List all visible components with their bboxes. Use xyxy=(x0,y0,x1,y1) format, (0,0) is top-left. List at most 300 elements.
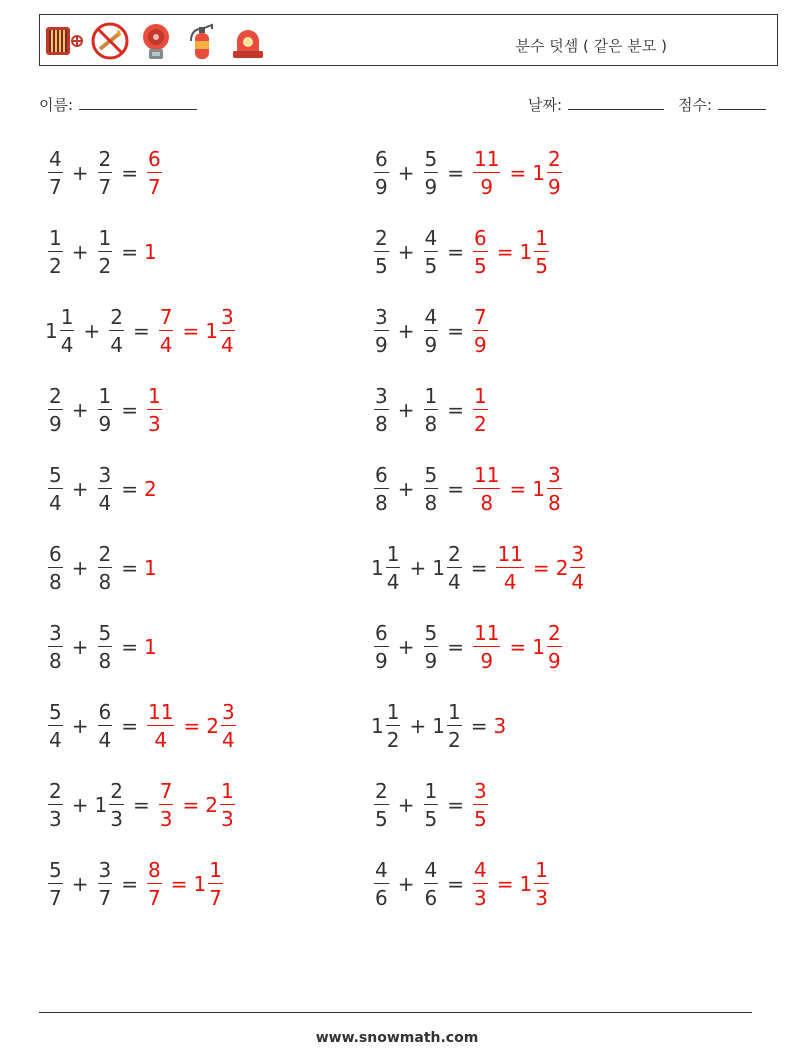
mixed-number xyxy=(205,307,237,355)
denominator: 5 xyxy=(424,254,438,278)
equals-sign: = xyxy=(121,240,138,264)
denominator: 9 xyxy=(480,175,494,199)
denominator: 5 xyxy=(474,807,487,831)
mixed-number xyxy=(520,228,552,276)
mixed-number xyxy=(421,781,442,829)
answer xyxy=(144,635,156,659)
answer xyxy=(470,623,565,671)
denominator: 2 xyxy=(98,254,112,278)
denominator: 4 xyxy=(447,570,461,594)
mixed-number xyxy=(371,781,392,829)
problem-row xyxy=(45,142,165,204)
problem-row xyxy=(45,774,238,836)
plus-sign: + xyxy=(397,398,415,422)
mixed-number xyxy=(470,465,503,513)
numerator: 3 xyxy=(98,858,112,882)
mixed-number xyxy=(421,228,442,276)
fraction xyxy=(473,623,500,671)
numerator: 6 xyxy=(375,621,388,645)
problem-row xyxy=(371,458,565,520)
denominator: 9 xyxy=(49,412,62,436)
mixed-number xyxy=(470,623,503,671)
denominator: 7 xyxy=(49,175,62,199)
denominator: 4 xyxy=(110,333,123,357)
fraction xyxy=(109,781,124,829)
equals-sign: = xyxy=(121,556,138,580)
fraction xyxy=(534,860,549,908)
numerator: 7 xyxy=(159,305,173,329)
answer xyxy=(144,477,156,501)
denominator: 9 xyxy=(547,175,561,199)
mixed-number xyxy=(95,386,116,434)
mixed-number xyxy=(206,702,238,750)
denominator: 4 xyxy=(220,333,234,357)
numerator: 3 xyxy=(375,384,388,408)
numerator: 5 xyxy=(424,147,438,171)
fraction xyxy=(98,860,113,908)
whole-number: 1 xyxy=(94,793,108,817)
fraction xyxy=(473,307,488,355)
equals-sign: = xyxy=(121,398,138,422)
mixed-number xyxy=(144,635,156,659)
fraction xyxy=(386,702,401,750)
whole-number: 1 xyxy=(144,635,157,659)
numerator: 3 xyxy=(98,463,112,487)
numerator: 2 xyxy=(110,779,123,803)
equals-sign: = xyxy=(509,635,527,659)
numerator: 11 xyxy=(148,700,174,724)
denominator: 4 xyxy=(60,333,74,357)
equals-sign: = xyxy=(121,161,138,185)
mixed-number xyxy=(493,544,526,592)
whole-number: 1 xyxy=(519,240,533,264)
name-blank xyxy=(79,95,197,110)
mixed-number xyxy=(45,544,66,592)
fraction xyxy=(374,149,389,197)
fraction xyxy=(424,386,439,434)
mixed-number xyxy=(95,149,116,197)
denominator: 8 xyxy=(98,570,112,594)
denominator: 3 xyxy=(110,807,123,831)
whole-number: 1 xyxy=(371,556,384,580)
fraction xyxy=(374,307,389,355)
fraction xyxy=(374,228,389,276)
plus-sign: + xyxy=(71,556,89,580)
mixed-number xyxy=(432,544,464,592)
fraction xyxy=(98,544,113,592)
fraction xyxy=(424,465,439,513)
numerator: 2 xyxy=(98,542,112,566)
fraction xyxy=(473,386,488,434)
numerator: 1 xyxy=(447,700,461,724)
score-blank xyxy=(718,95,766,110)
numerator: 1 xyxy=(386,700,400,724)
plus-sign: + xyxy=(83,319,101,343)
numerator: 2 xyxy=(110,305,123,329)
fraction xyxy=(447,544,462,592)
fraction xyxy=(147,386,162,434)
mixed-number xyxy=(421,386,442,434)
numerator: 11 xyxy=(474,621,500,645)
denominator: 8 xyxy=(424,412,438,436)
denominator: 2 xyxy=(474,412,487,436)
mixed-number xyxy=(144,702,177,750)
denominator: 8 xyxy=(375,412,388,436)
equals-sign: = xyxy=(447,793,464,817)
denominator: 9 xyxy=(98,412,112,436)
numerator: 3 xyxy=(571,542,585,566)
numerator: 5 xyxy=(49,858,62,882)
fraction xyxy=(386,544,401,592)
denominator: 3 xyxy=(220,807,234,831)
denominator: 3 xyxy=(474,886,487,910)
fraction xyxy=(48,544,63,592)
fraction xyxy=(424,623,439,671)
numerator: 1 xyxy=(98,384,112,408)
numerator: 6 xyxy=(98,700,112,724)
mixed-number xyxy=(45,228,66,276)
fire-extinguisher-icon xyxy=(182,21,222,61)
worksheet-title: 분수 덧셈 ( 같은 분모 ) xyxy=(515,37,667,55)
mixed-number xyxy=(470,307,491,355)
mixed-number xyxy=(144,386,165,434)
fraction xyxy=(48,465,63,513)
fraction xyxy=(147,149,162,197)
mixed-number xyxy=(144,860,165,908)
mixed-number xyxy=(421,860,442,908)
problem-row xyxy=(371,537,588,599)
numerator: 7 xyxy=(474,305,487,329)
numerator: 3 xyxy=(49,621,62,645)
equals-sign: = xyxy=(447,398,464,422)
numerator: 2 xyxy=(547,621,561,645)
fraction xyxy=(424,307,439,355)
fraction xyxy=(48,623,63,671)
name-label: 이름: xyxy=(39,96,74,114)
equals-sign: = xyxy=(447,477,464,501)
numerator: 3 xyxy=(220,305,234,329)
denominator: 4 xyxy=(386,570,400,594)
plus-sign: + xyxy=(397,793,415,817)
mixed-number xyxy=(556,544,588,592)
problem-row xyxy=(45,695,239,757)
numerator: 4 xyxy=(424,226,438,250)
problem-row xyxy=(371,616,565,678)
plus-sign: + xyxy=(71,635,89,659)
plus-sign: + xyxy=(397,319,415,343)
denominator: 7 xyxy=(98,175,112,199)
denominator: 3 xyxy=(49,807,62,831)
denominator: 4 xyxy=(98,728,112,752)
numerator: 1 xyxy=(535,858,548,882)
mixed-number xyxy=(371,623,392,671)
equals-sign: = xyxy=(496,240,514,264)
denominator: 5 xyxy=(375,807,388,831)
mixed-number xyxy=(421,623,442,671)
answer xyxy=(156,307,238,355)
plus-sign: + xyxy=(409,714,427,738)
denominator: 9 xyxy=(424,333,438,357)
fraction xyxy=(147,860,162,908)
answer xyxy=(144,240,156,264)
answer xyxy=(144,386,165,434)
answer xyxy=(470,386,491,434)
whole-number: 1 xyxy=(371,714,384,738)
fraction xyxy=(496,544,523,592)
plus-sign: + xyxy=(71,477,89,501)
score-field xyxy=(678,94,766,115)
fire-hose-reel-icon xyxy=(44,21,84,61)
mixed-number xyxy=(45,702,66,750)
mixed-number xyxy=(371,544,403,592)
fraction xyxy=(534,228,549,276)
mixed-number xyxy=(95,702,116,750)
denominator: 9 xyxy=(480,649,494,673)
problem-row xyxy=(371,142,565,204)
mixed-number xyxy=(421,465,442,513)
numerator: 2 xyxy=(49,779,62,803)
mixed-number xyxy=(470,860,491,908)
denominator: 2 xyxy=(49,254,62,278)
fraction xyxy=(424,149,439,197)
mixed-number xyxy=(532,623,564,671)
fraction xyxy=(48,149,63,197)
answer xyxy=(144,149,165,197)
mixed-number xyxy=(532,149,564,197)
fraction xyxy=(159,781,174,829)
whole-number: 2 xyxy=(144,477,157,501)
whole-number: 2 xyxy=(206,714,219,738)
mixed-number xyxy=(421,307,442,355)
numerator: 8 xyxy=(148,858,161,882)
denominator: 5 xyxy=(375,254,388,278)
denominator: 7 xyxy=(49,886,62,910)
denominator: 4 xyxy=(98,491,112,515)
answer xyxy=(470,149,565,197)
denominator: 7 xyxy=(148,886,161,910)
denominator: 5 xyxy=(535,254,548,278)
denominator: 9 xyxy=(474,333,487,357)
equals-sign: = xyxy=(470,714,488,738)
fraction xyxy=(98,702,113,750)
whole-number: 2 xyxy=(555,556,569,580)
problem-row xyxy=(45,537,156,599)
denominator: 6 xyxy=(375,886,388,910)
fraction xyxy=(221,702,236,750)
equals-sign: = xyxy=(447,161,464,185)
answer xyxy=(144,556,156,580)
whole-number: 3 xyxy=(493,714,507,738)
equals-sign: = xyxy=(121,714,138,738)
date-field xyxy=(528,94,664,115)
answer xyxy=(144,860,226,908)
problem-row xyxy=(371,221,552,283)
fraction xyxy=(374,860,389,908)
date-label: 날짜: xyxy=(528,96,563,114)
fraction xyxy=(98,623,113,671)
mixed-number xyxy=(470,228,491,276)
denominator: 8 xyxy=(424,491,438,515)
problem-row xyxy=(371,853,552,915)
plus-sign: + xyxy=(397,240,415,264)
numerator: 6 xyxy=(49,542,62,566)
numerator: 11 xyxy=(474,147,500,171)
numerator: 6 xyxy=(375,147,388,171)
name-field xyxy=(39,94,197,115)
denominator: 8 xyxy=(375,491,388,515)
whole-number: 1 xyxy=(432,714,445,738)
mixed-number xyxy=(95,781,127,829)
numerator: 2 xyxy=(375,779,388,803)
denominator: 7 xyxy=(98,886,112,910)
mixed-number xyxy=(144,240,156,264)
score-label: 점수: xyxy=(678,96,713,114)
denominator: 9 xyxy=(375,649,388,673)
fraction xyxy=(208,860,223,908)
numerator: 2 xyxy=(547,147,561,171)
fraction xyxy=(374,465,389,513)
denominator: 4 xyxy=(503,570,517,594)
mixed-number xyxy=(470,386,491,434)
answer xyxy=(493,714,505,738)
numerator: 3 xyxy=(474,779,487,803)
mixed-number xyxy=(432,702,464,750)
equals-sign: = xyxy=(532,556,550,580)
fraction xyxy=(424,228,439,276)
denominator: 4 xyxy=(221,728,235,752)
plus-sign: + xyxy=(71,161,89,185)
equals-sign: = xyxy=(509,477,527,501)
whole-number: 1 xyxy=(532,635,545,659)
equals-sign: = xyxy=(132,793,150,817)
numerator: 3 xyxy=(547,463,561,487)
numerator: 5 xyxy=(424,621,438,645)
mixed-number xyxy=(95,465,116,513)
worksheet-header xyxy=(39,14,778,66)
numerator: 11 xyxy=(474,463,500,487)
mixed-number xyxy=(95,544,116,592)
mixed-number xyxy=(371,228,392,276)
problem-row xyxy=(371,379,491,441)
numerator: 4 xyxy=(424,305,438,329)
problem-row xyxy=(45,853,226,915)
mixed-number xyxy=(371,149,392,197)
fraction xyxy=(159,307,174,355)
numerator: 2 xyxy=(375,226,388,250)
whole-number: 1 xyxy=(193,872,207,896)
equals-sign: = xyxy=(509,161,527,185)
numerator: 1 xyxy=(424,779,438,803)
footer-website: www.snowmath.com xyxy=(315,1030,479,1046)
numerator: 3 xyxy=(375,305,388,329)
numerator: 7 xyxy=(159,779,173,803)
plus-sign: + xyxy=(71,872,89,896)
answer xyxy=(470,307,491,355)
mixed-number xyxy=(371,465,392,513)
problem-row xyxy=(371,695,505,757)
plus-sign: + xyxy=(397,635,415,659)
mixed-number xyxy=(493,714,505,738)
date-blank xyxy=(568,95,664,110)
fire-alarm-bell-icon xyxy=(136,21,176,61)
whole-number: 1 xyxy=(45,319,58,343)
mixed-number xyxy=(45,781,66,829)
fraction xyxy=(98,149,113,197)
mixed-number xyxy=(45,386,66,434)
whole-number: 1 xyxy=(532,161,545,185)
fraction xyxy=(473,860,488,908)
numerator: 1 xyxy=(98,226,112,250)
answer xyxy=(470,228,552,276)
fraction xyxy=(570,544,585,592)
equals-sign: = xyxy=(182,319,200,343)
fraction xyxy=(374,781,389,829)
fraction xyxy=(424,860,439,908)
equals-sign: = xyxy=(447,872,464,896)
fraction xyxy=(48,702,63,750)
whole-number: 2 xyxy=(205,793,218,817)
numerator: 1 xyxy=(209,858,222,882)
fraction xyxy=(98,228,113,276)
no-fire-icon xyxy=(90,21,130,61)
mixed-number xyxy=(144,149,165,197)
mixed-number xyxy=(532,465,564,513)
mixed-number xyxy=(205,781,237,829)
equals-sign: = xyxy=(447,635,464,659)
numerator: 1 xyxy=(49,226,62,250)
plus-sign: + xyxy=(397,161,415,185)
fraction xyxy=(547,465,562,513)
fraction xyxy=(374,386,389,434)
answer xyxy=(144,702,239,750)
numerator: 1 xyxy=(220,779,234,803)
answer xyxy=(493,544,588,592)
equals-sign: = xyxy=(496,872,514,896)
numerator: 2 xyxy=(98,147,112,171)
mixed-number xyxy=(45,307,77,355)
plus-sign: + xyxy=(397,477,415,501)
numerator: 11 xyxy=(497,542,523,566)
plus-sign: + xyxy=(71,240,89,264)
problem-row xyxy=(45,458,156,520)
fraction xyxy=(547,623,562,671)
mixed-number xyxy=(156,307,177,355)
fraction xyxy=(98,386,113,434)
fraction xyxy=(60,307,75,355)
denominator: 8 xyxy=(480,491,494,515)
mixed-number xyxy=(194,860,226,908)
denominator: 4 xyxy=(49,728,62,752)
answer xyxy=(470,781,491,829)
denominator: 4 xyxy=(154,728,168,752)
numerator: 1 xyxy=(386,542,400,566)
denominator: 3 xyxy=(159,807,173,831)
answer xyxy=(470,860,552,908)
equals-sign: = xyxy=(470,556,488,580)
numerator: 3 xyxy=(221,700,235,724)
mixed-number xyxy=(45,860,66,908)
whole-number: 1 xyxy=(144,556,157,580)
fraction xyxy=(48,386,63,434)
mixed-number xyxy=(371,860,392,908)
fraction xyxy=(473,149,500,197)
problem-row xyxy=(45,616,156,678)
mixed-number xyxy=(144,477,156,501)
numerator: 4 xyxy=(49,147,62,171)
fraction xyxy=(473,465,500,513)
mixed-number xyxy=(45,149,66,197)
numerator: 2 xyxy=(447,542,461,566)
